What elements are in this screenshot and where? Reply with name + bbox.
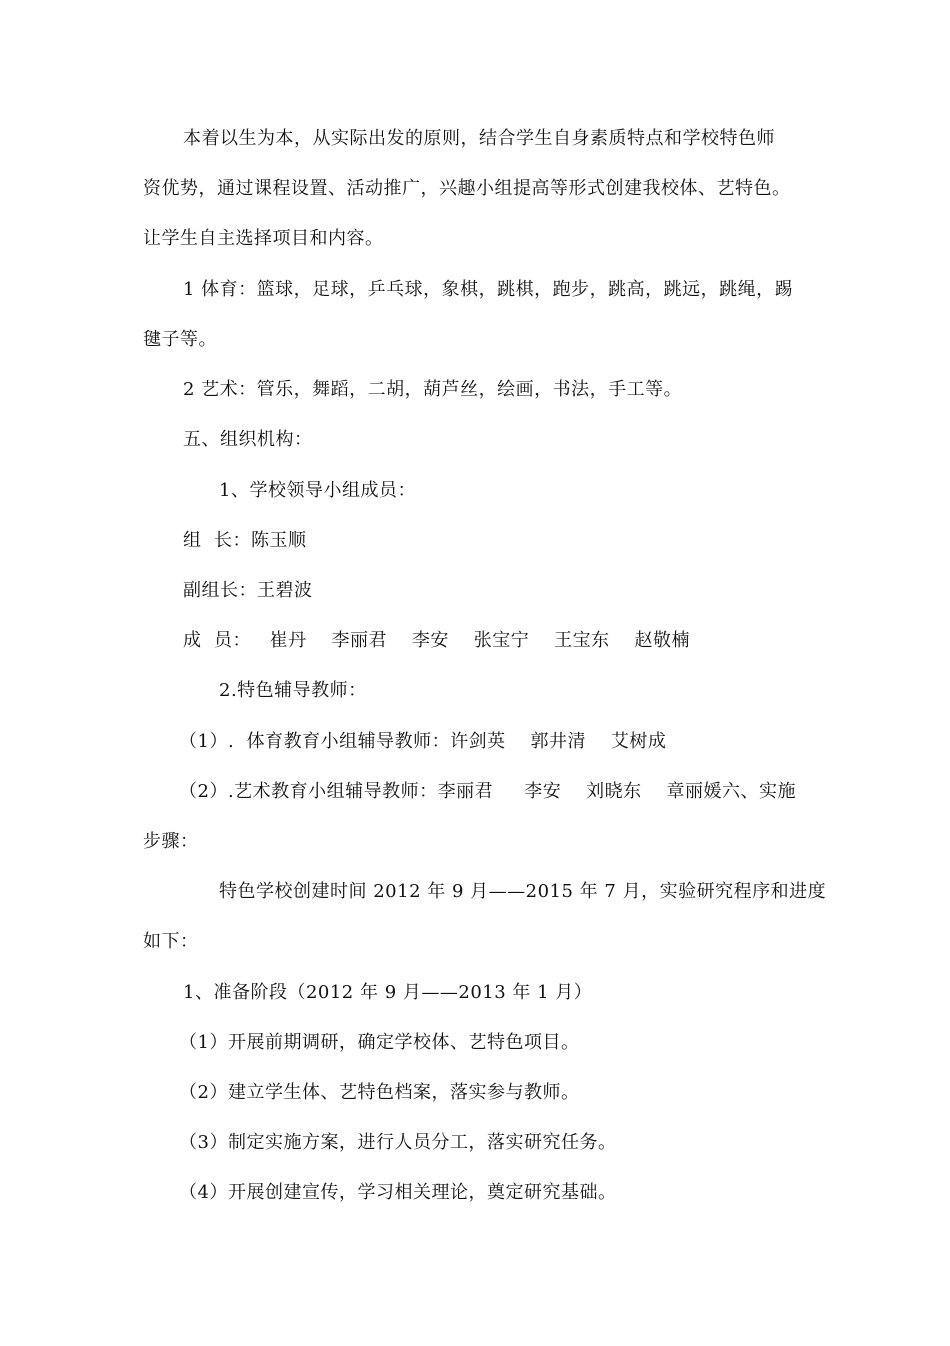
arts-teachers-line: （2）.艺术教育小组辅导教师：李丽君 李安 刘晓东 章丽媛六、实施: [179, 781, 797, 802]
timeline-line-2: 如下：: [143, 931, 199, 952]
arts-items-line: 2 艺术：管乐，舞蹈，二胡，葫芦丝，绘画，书法，手工等。: [183, 379, 683, 400]
paragraph-intro-line-3: 让学生自主选择项目和内容。: [143, 228, 384, 249]
sports-items-line-1: 1 体育：篮球，足球，乒乓球，象棋，跳棋，跑步，跳高，跳远，跳绳，踢: [183, 279, 794, 300]
group-leader-line: 组 长：陈玉顺: [183, 530, 307, 551]
paragraph-intro-line-1: 本着以生为本，从实际出发的原则，结合学生自身素质特点和学校特色师: [183, 128, 775, 149]
subheading-leadership-group: 1、学校领导小组成员：: [219, 480, 416, 501]
prep-stage-heading: 1、准备阶段（2012 年 9 月——2013 年 1 月）: [183, 982, 593, 1003]
prep-item-2: （2）建立学生体、艺特色档案，落实参与教师。: [179, 1082, 580, 1103]
section-heading-organization: 五、组织机构：: [183, 429, 313, 450]
prep-item-4: （4）开展创建宣传，学习相关理论，奠定研究基础。: [179, 1182, 617, 1203]
prep-item-1: （1）开展前期调研，确定学校体、艺特色项目。: [179, 1032, 580, 1053]
paragraph-intro-line-2: 资优势，通过课程设置、活动推广，兴趣小组提高等形式创建我校体、艺特色。: [143, 178, 791, 199]
prep-item-3: （3）制定实施方案，进行人员分工，落实研究任务。: [179, 1132, 617, 1153]
sports-teachers-line: （1）. 体育教育小组辅导教师：许剑英 郭井清 艾树成: [179, 731, 667, 752]
deputy-leader-line: 副组长：王碧波: [183, 580, 313, 601]
timeline-line-1: 特色学校创建时间 2012 年 9 月——2015 年 7 月，实验研究程序和进度: [219, 881, 827, 902]
sports-items-line-2: 毽子等。: [143, 329, 217, 350]
members-line: 成 员： 崔丹 李丽君 李安 张宝宁 王宝东 赵敬楠: [183, 630, 691, 651]
subheading-special-teachers: 2.特色辅导教师：: [219, 680, 367, 701]
steps-heading-continued: 步骤：: [143, 831, 199, 852]
